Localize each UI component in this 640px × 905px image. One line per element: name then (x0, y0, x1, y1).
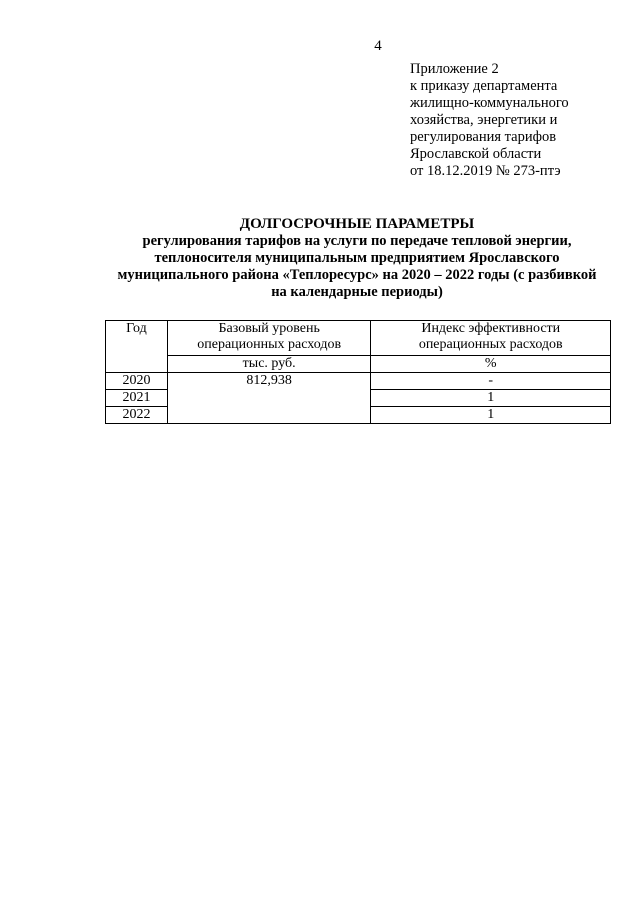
cell-year: 2022 (106, 407, 168, 424)
header-base-level (167, 321, 371, 356)
cell-index-value: - (371, 373, 611, 390)
header-base-line2: операционных расходов (197, 337, 342, 352)
subtitle-line: муниципального района «Теплоресурс» на 2020 – 2022 годы (с разбивкой (117, 267, 597, 283)
cell-index-value: 1 (371, 407, 611, 424)
appendix-line: Ярославской области (410, 146, 542, 162)
table-row (106, 373, 611, 390)
header-year-label: Год (126, 321, 147, 336)
cell-base-value: 812,938 (167, 373, 371, 424)
cell-index-value: 1 (371, 390, 611, 407)
subtitle-line: теплоносителя муниципальным предприятием Ярославского (154, 250, 560, 266)
appendix-line: жилищно-коммунального (410, 95, 569, 111)
page-number: 4 (374, 38, 382, 54)
appendix-line: к приказу департамента (410, 78, 558, 94)
parameters-table (105, 320, 611, 424)
header-efficiency-index (371, 321, 611, 356)
subtitle-line: на календарные периоды) (271, 284, 443, 300)
table-units-row (106, 356, 611, 373)
unit-base: тыс. руб. (167, 356, 371, 373)
main-title: ДОЛГОСРОЧНЫЕ ПАРАМЕТРЫ (239, 216, 475, 232)
appendix-line: хозяйства, энергетики и (410, 112, 558, 128)
header-base-line1: Базовый уровень (218, 321, 320, 336)
appendix-block (410, 61, 569, 180)
appendix-line: от 18.12.2019 № 273-птэ (410, 163, 561, 179)
cell-year: 2021 (106, 390, 168, 407)
document-title (100, 216, 614, 301)
header-index-line2: операционных расходов (418, 337, 563, 352)
cell-year: 2020 (106, 373, 168, 390)
header-index-line1: Индекс эффективности (421, 321, 561, 336)
appendix-line: Приложение 2 (410, 61, 499, 77)
table-header-row (106, 321, 611, 356)
unit-index: % (371, 356, 611, 373)
header-year (106, 321, 168, 373)
appendix-line: регулирования тарифов (410, 129, 557, 145)
subtitle-line: регулирования тарифов на услуги по передаче тепловой энергии, (142, 233, 572, 249)
